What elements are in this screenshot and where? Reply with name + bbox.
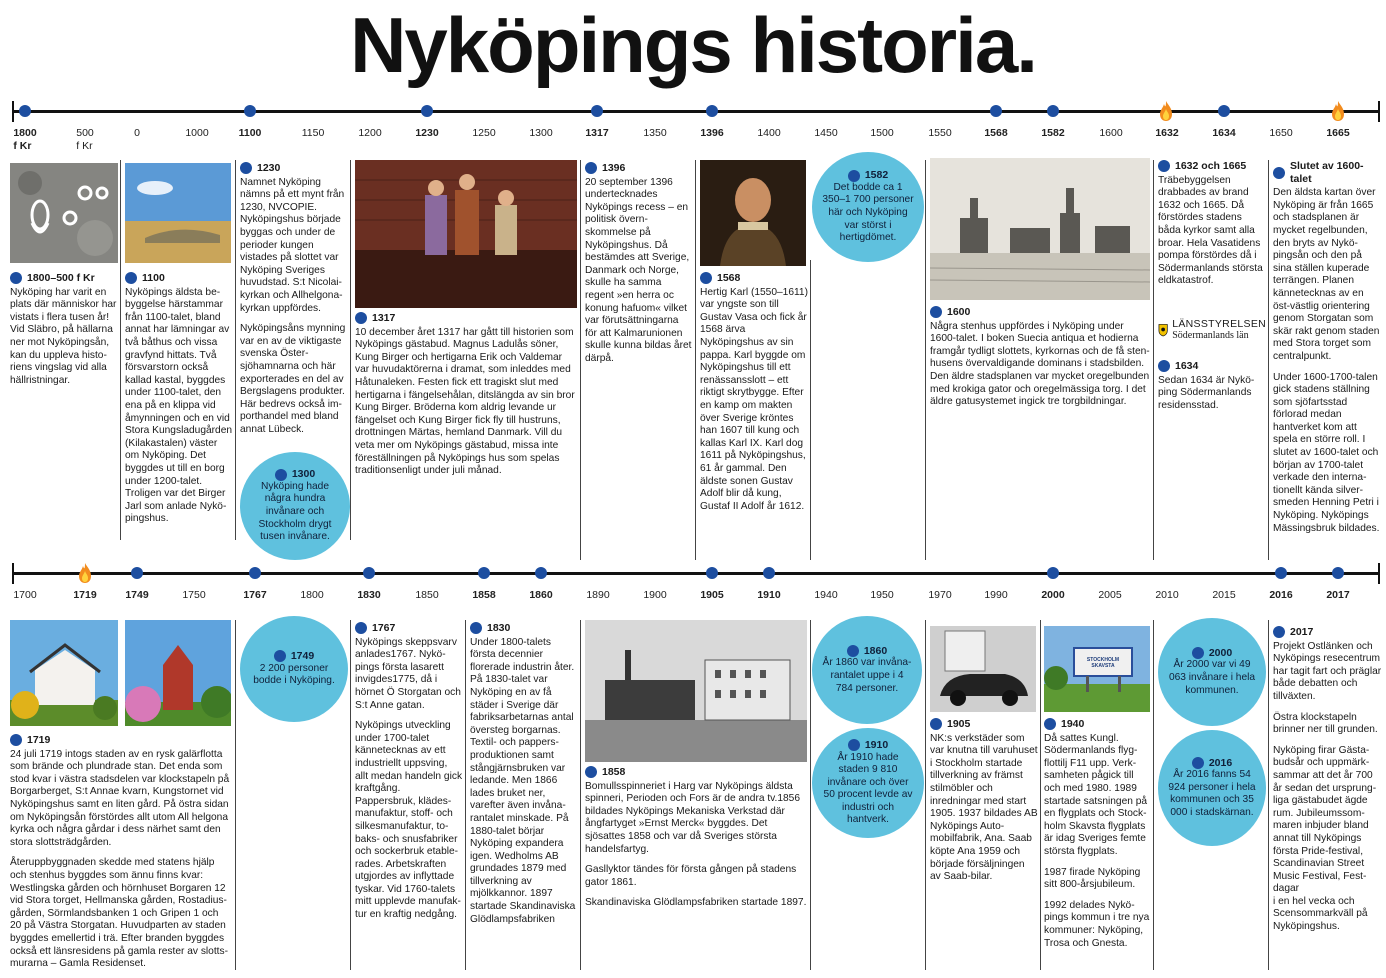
timeline-tick-label: 1719 [73,589,97,601]
suecia-antiqua-engraving [930,158,1150,300]
event-1100: 1100 Nyköpings äldsta bebyggelse härstammar från 1100-talet, bland annat har lämningar av två båthus och vissa gravfynd hittats. Två försvarstorn också kallad kastal, byggdes under 1100-talet, den ena på en klippa vid åmynningen och en vid Stora Kungsladugården (Kilakastalen) väster om Nyköping. Det byggdes ut till en borg under 1200-talet. Troligen var det Birger Jarl som anlade Nyköpingshus. [125,272,233,525]
fire-icon [77,562,93,584]
lansstyrelsen-logo: LÄNSSTYRELSEN Södermanlands län [1158,312,1266,348]
timeline-dot [1047,105,1059,117]
timeline-axis-1 [12,110,1380,113]
fire-icon [1158,100,1174,122]
event-1396: 1396 20 september 1396 undertecknades Nyköpings recess – en politisk övernskommelse på Nyköpingshus. Då bestämdes att Sverige, Danmark och Norge, skulle ha samma regent »en herra oc konung hafuom« vilket var förutsättningarna för att Kalmarunionen skulle kunna bildas året därpå. [585,162,692,364]
timeline-tick-label: 1767 [243,589,267,601]
timeline-tick-label: 1850 [415,589,439,601]
timeline-tick-label: 2005 [1098,589,1122,601]
timeline-tick-label: 1200 [358,127,382,139]
timeline-dot [535,567,547,579]
bubble-2016: 2016 År 2016 fanns 54 924 personer i hela kommunen och 35 000 i stadskärnan. [1158,730,1266,846]
event-1665: Slutet av 1600-talet Den äldsta kartan över Nyköping är från 1665 och stadsplanen är mycket regelbunden, den bryts av Nyköpingsån och den på sina ställen kuperade terrängen. Planen kännetecknas av en öst-västlig orientering genom Storgatan som skär rakt genom staden med Stora torget som centralpunkt. Under 1600-1700-talen gick stadens ställning som sjöfartsstad förlorad medan hantverket kom att spela en större roll. I slutet av 1600-talet och början av 1700-talet verkade den internationellt kända silversmeden Henning Petri i Nyköping. Nyköpings Mässingsbruk bildades. [1273,160,1380,534]
timeline-tick-label: 1500 [870,127,894,139]
timeline-tick-label: 1634 [1212,127,1236,139]
timeline-tick-label: 1300 [529,127,553,139]
event-1830: 1830 Under 1800-talets första decennier florerade industrin åter. På 1830-talet var Nyköping en av få städer i Sverige där fabriksarbetarnas antal översteg borgarnas. Textil- och pappersproduktionen samt stångjärnsbruken var ledande. Men 1866 lades bruket ner, varefter även invånarantalet minskade. På 1880-talet börjar Nyköping expandera igen. Wedholms AB grundades 1879 med tillverkning av mjölkkannor. 1897 startade Skandinaviska Glödlampsfabriken [470,622,576,925]
event-1317: 1317 10 december året 1317 har gått till historien som Nyköpings gästabud. Magnus Ladulås söner, Kung Birger och hertigarna Erik och Valdemar var huvudaktörerna i dramat, som inleddes med Håtunaleken. Festen fick ett tragiskt slut med hertigarna i fängelsehålan, ditslängda av sin bror Kung Birger. Bröderna kom aldrig levande ur fängelset och Kung Birger fick fly till hustruns, drottningen Märtas, hemland Danmark. Vill du veta mer om Nyköpings gästabud, missa inte föreställningen på Nyköpings hus som spelas traditionsenligt under juli månad. [355,312,575,477]
event-1767: 1767 Nyköpings skeppsvarv anlades1767. Nyköpings första lasarett invigdes1775, då i hörnet Ö Storgatan och S:t Anne gatan. Nyköpings utveckling under 1700-talet kännetecknas av ett industriellt uppsving, allt medan handeln gick kraftgång. Pappersbruk, klädesmanufaktur, stoff- och silkesmanufaktur, tobaks- och snusfabriker och sockerbruk etablerades. Arbetskraften utgjordes av inflyttade tyskar. Vid 1760-talets mitt upplevde manufaktur en kraftig nedgång. [355,622,463,921]
timeline-tick-label: 1632 [1155,127,1179,139]
timeline-dot [1218,105,1230,117]
timeline-tick-label: 2010 [1155,589,1179,601]
vintage-car-photo [930,626,1036,712]
timeline-tick-label: 1950 [870,589,894,601]
bubble-1749: 1749 2 200 personer bodde i Nyköping. [240,616,348,722]
timeline-dot [706,105,718,117]
timeline-dot [763,567,775,579]
timeline-tick-label: 1000 [185,127,209,139]
bubble-1910: 1910 År 1910 hade staden 9 810 invånare och över 50 procent levde av industri och hantverk. [812,728,924,838]
timeline-axis-2 [12,572,1380,575]
timeline-tick-label: 1940 [814,589,838,601]
timeline-tick-label: 500 f Kr [76,127,94,152]
timeline-tick-label: 1910 [757,589,781,601]
timeline-tick-label: 1568 [984,127,1008,139]
timeline-tick-label: 1830 [357,589,381,601]
hertig-karl-portrait [700,160,806,266]
timeline-tick-label: 1900 [643,589,667,601]
timeline-tick-label: 1400 [757,127,781,139]
event-1800-500-fkr: 1800–500 f Kr Nyköping har varit en plats där människor har vistats i flera tusen år! Vid Släbro, på hällarna ner mot Nyköpingsån, kan du uppleva historiens vingslag vid alla hällristningar. [10,272,117,386]
bubble-1300: 1300 Nyköping hade några hundra invånare och Stockholm drygt tusen invånare. [240,452,350,560]
timeline-tick-label: 1396 [700,127,724,139]
timeline-dot [1047,567,1059,579]
timeline-dot [363,567,375,579]
timeline-tick-label: 0 [134,127,140,139]
timeline-tick-label: 1250 [472,127,496,139]
timeline-tick-label: 2017 [1326,589,1350,601]
timeline-tick-label: 2000 [1041,589,1065,601]
timeline-dot [19,105,31,117]
gastabud-theatre-image [355,160,577,308]
rock-carving-image [10,163,118,263]
skavsta-sign-photo: STOCKHOLM SKAVSTA [1044,626,1150,712]
timeline-tick-label: 1582 [1041,127,1065,139]
bubble-1860: 1860 År 1860 var invånarantalet uppe i 4 784 personer. [812,616,922,724]
event-1568: 1568 Hertig Karl (1550–1611) var yngste son till Gustav Vasa och fick år 1568 ärva Nyköpingshus av sin pappa. Karl byggde om Nyköpingshus till ett renässansslott – ett riktigt skrytbygge. Efter en kamp om makten över Sverige kröntes han 1607 till kung och kallas Karl IX. Karl dog 1611 på Nyköpingshus, 61 år gammal. Den äldste sonen Gustav Adolf blir då kung, Gustaf II Adolf år 1612. [700,272,808,512]
timeline-tick-label: 1860 [529,589,553,601]
timeline-dot [591,105,603,117]
event-1632: 1632 och 1665 Träbebyggelsen drabbades av brand 1632 och 1665. Då förstördes stadens båda kyrkor samt alla broar. Hela Vasatidens pompa förstördes då i Södermanlands största eldkatastrof. [1158,160,1263,287]
timeline-tick-label: 1100 [238,127,262,139]
timeline-tick-label: 1150 [301,127,325,139]
factory-photo [585,620,807,762]
event-1905: 1905 NK:s verkstäder som var knutna till varuhuset i Stockholm startade tillverkning av främst stilmöbler och inredningar med start 1905. 1937 bildades AB Nyköpings Automobilfabrik, Ana. Saab köpte Ana 1959 och började försäljningen av Saab-bilar. [930,718,1038,883]
timeline-tick-label: 1800 f Kr [13,127,37,152]
church-image [10,620,118,726]
timeline-dot [990,105,1002,117]
timeline-tick-label: 1858 [472,589,496,601]
timeline-tick-label: 1905 [700,589,724,601]
event-1858: 1858 Bomullsspinneriet i Harg var Nyköpings äldsta spinneri, Perioden och Fors är de andra tv.1856 bildades Nyköpings Mekaniska Verkstad där ångfartyget »Ernst Merck« byggdes. Det sjösattes 1858 och var då Sveriges största handelsfartyg. Gasllyktor tändes för första gången på stadens gator 1861. Skandinaviska Glödlampsfabriken startade 1897. [585,766,807,909]
timeline-dot [706,567,718,579]
timeline-tick-label: 1890 [586,589,610,601]
timeline-tick-label: 1600 [1099,127,1123,139]
fire-icon [1330,100,1346,122]
timeline-dot [249,567,261,579]
timeline-tick-label: 1350 [643,127,667,139]
timeline-tick-label: 1800 [300,589,324,601]
event-1600: 1600 Några stenhus uppfördes i Nyköping under 1600-talet. I boken Suecia antiqua et hodierna framgår tydligt slottets, kyrkornas och de få stenhusens övervaldigande dominans i stadsbilden. Den äldre stadsplanen var mycket oregelbunden med krokiga gator och oregelmässiga torg. I det äldre gatusystemet ingick tre torgbildningar. [930,306,1150,408]
hill-landscape-image [125,163,231,263]
page-title: Nyköpings historia. [350,1,1036,89]
event-2017: 2017 Projekt Ostlänken och Nyköpings resecentrum har tagit fart och präglar både debatten och tillväxten. Östra klockstapeln brinner ner till grunden. Nyköping firar Gästabudsår och uppmärksammar att det år 700 år sedan det ursprungliga gästabudet ägde rum. Jubileumssommaren inbjuder bland annat till Nyköpings första Pride-festival, Scandinavian Street Music Festival, Festdagar i en hel vecka och Scensommarkväll på Nyköpingshus. [1273,626,1382,933]
timeline-tick-label: 1750 [182,589,206,601]
timeline-tick-label: 1450 [814,127,838,139]
timeline-dot [478,567,490,579]
event-1719: 1719 24 juli 1719 intogs staden av en rysk galärflotta som brände och plundrade stan. Det enda som stod kvar i västra stadsdelen var klockstapeln på Borgarberget, S:t Annae kvarn, Kungstornet vid Nyköpingshus samt en liten gård. På östra sidan om Nyköpingsån förstördes allt utom All helgona kyrka och några gårdar i dess närhet samt den stora slottsträdgården. Återuppbyggnaden skedde med statens hjälp och stenhus byggdes som ännu finns kvar: Westlingska gården och hörnhuset Borgaren 12 vid Stora torget, Hellmanska gården, Rostadiusgården, Sörmlandsbanken 1 och Gripen 1 och 20 på Västra Storgatan. Huvudparten av staden byggdes emellertid i trä. Efter branden byggdes också ett länsresidens på gamla rester av slottsmurarna – Gamla Residenset. [10,734,230,970]
timeline-tick-label: 1230 [415,127,439,139]
event-1634: 1634 Sedan 1634 är Nyköping Södermanlands residensstad. [1158,360,1255,411]
bubble-1582: 1582 Det bodde ca 1 350–1 700 personer här och Nyköping var störst i hertigdömet. [812,152,924,262]
event-1230: 1230 Namnet Nyköping nämns på ett mynt från 1230, NVCOPIE. Nyköpingshus började byggas och under de perioder kungen vistades på slottet var Nyköping Sveriges huvudstad. S:t Nicolaikyrkan och Allhelgonakyrkan uppfördes. Nyköpingsåns mynning var en av de viktigaste svenska Östersjöhamnarna och här exporterades en del av Bergslagens produkter. Här bedrevs också importhandel med bland annat Lübeck. [240,162,346,435]
timeline-dot [1275,567,1287,579]
timeline-tick-label: 2016 [1269,589,1293,601]
timeline-tick-label: 1550 [928,127,952,139]
timeline-tick-label: 1650 [1269,127,1293,139]
event-1940: 1940 Då sattes Kungl. Södermanlands flygflottilj F11 upp. Verksamheten pågick till och med 1980. 1989 startade satsningen på en flygplats och Stockholm Skavsta flygplats är idag Sveriges femte största flygplats. 1987 firade Nyköping sitt 800-årsjubileum. 1992 delades Nyköpings kommun i tre nya kommuner: Nyköping, Trosa och Gnesta. [1044,718,1150,949]
timeline-tick-label: 1749 [125,589,149,601]
timeline-tick-label: 2015 [1212,589,1236,601]
timeline-tick-label: 1970 [928,589,952,601]
timeline-dot [421,105,433,117]
klockstapel-image [125,620,231,726]
timeline-dot [244,105,256,117]
timeline-tick-label: 1700 [13,589,37,601]
timeline-tick-label: 1317 [585,127,609,139]
timeline-dot [131,567,143,579]
timeline-dot [1332,567,1344,579]
timeline-tick-label: 1990 [984,589,1008,601]
timeline-tick-label: 1665 [1326,127,1350,139]
bubble-2000: 2000 År 2000 var vi 49 063 invånare i hela kommunen. [1158,618,1266,726]
